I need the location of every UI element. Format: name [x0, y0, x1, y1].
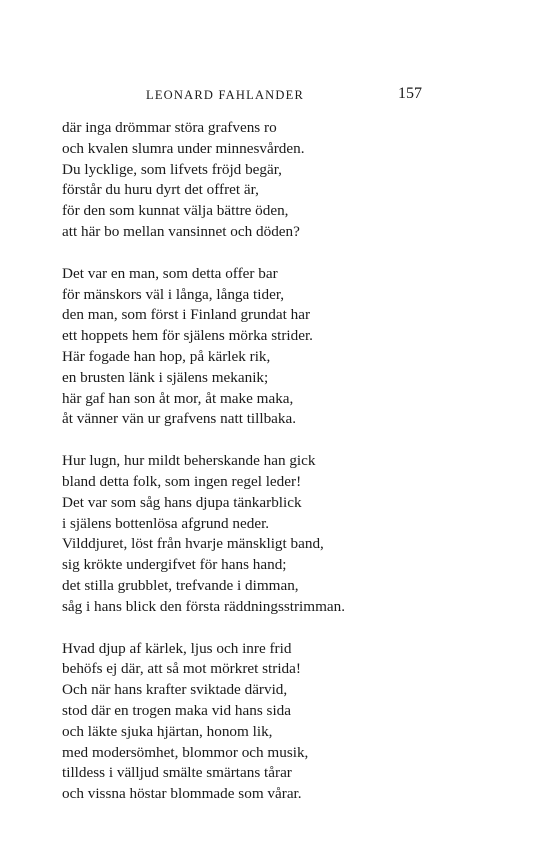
poem-line: Här fogade han hop, på kärlek rik, — [62, 347, 271, 365]
stanza-1 — [62, 118, 532, 243]
stanza-3 — [62, 451, 532, 617]
poem-line: för mänskors väl i långa, långa tider, — [62, 285, 285, 303]
stanza-2 — [62, 264, 532, 430]
poem-line: ett hoppets hem för själens mörka strider. — [62, 327, 313, 345]
poem-line: såg i hans blick den första räddningsstrimman. — [62, 597, 346, 615]
poem-line: där inga drömmar störa grafvens ro — [62, 119, 277, 136]
poem-line: den man, som först i Finland grundat har — [62, 306, 311, 324]
poem-line: Vilddjuret, löst från hvarje mänskligt band, — [62, 535, 324, 553]
poem-line: Det var en man, som detta offer bar — [62, 264, 278, 282]
poem-line: Du lycklige, som lifvets fröjd begär, — [62, 160, 282, 178]
running-head — [0, 85, 544, 108]
poem-line: med modersömhet, blommor och musik, — [62, 743, 309, 761]
poem-line: för den som kunnat välja bättre öden, — [62, 202, 289, 220]
poem-line: bland detta folk, som ingen regel leder! — [62, 472, 302, 490]
poem-line: och läkte sjuka hjärtan, honom lik, — [62, 722, 273, 740]
poem-line: sig krökte undergifvet för hans hand; — [62, 556, 287, 574]
poem-line: åt vänner vän ur grafvens natt tillbaka. — [62, 410, 297, 428]
poem-line: Hur lugn, hur mildt beherskande han gick — [62, 452, 316, 470]
poem-line: i själens bottenlösa afgrund neder. — [62, 514, 270, 532]
poem-line: det stilla grubblet, trefvande i dimman, — [62, 576, 299, 594]
poem-line: Hvad djup af kärlek, ljus och inre frid — [62, 639, 292, 657]
poem-body — [62, 118, 532, 826]
poem-line: och vissna höstar blommade som vårar. — [62, 785, 302, 803]
poem-line: tilldess i välljud smälte smärtans tårar — [62, 764, 292, 782]
stanza-4 — [62, 639, 532, 805]
poem-line: Och när hans krafter sviktade därvid, — [62, 681, 288, 699]
poem-line: förstår du huru dyrt det offret är, — [62, 181, 259, 199]
poem-line: och kvalen slumra under minnesvården. — [62, 139, 305, 157]
running-head-author: LEONARD FAHLANDER — [146, 88, 305, 102]
page-number: 157 — [398, 85, 422, 102]
poem-line: Det var som såg hans djupa tänkarblick — [62, 493, 302, 511]
poem-line: stod där en trogen maka vid hans sida — [62, 701, 292, 719]
poem-line: behöfs ej där, att så mot mörkret strida! — [62, 660, 301, 678]
poem-line: här gaf han son åt mor, åt make maka, — [62, 389, 294, 407]
poem-line: att här bo mellan vansinnet och döden? — [62, 222, 300, 240]
poem-line: en brusten länk i själens mekanik; — [62, 368, 269, 386]
